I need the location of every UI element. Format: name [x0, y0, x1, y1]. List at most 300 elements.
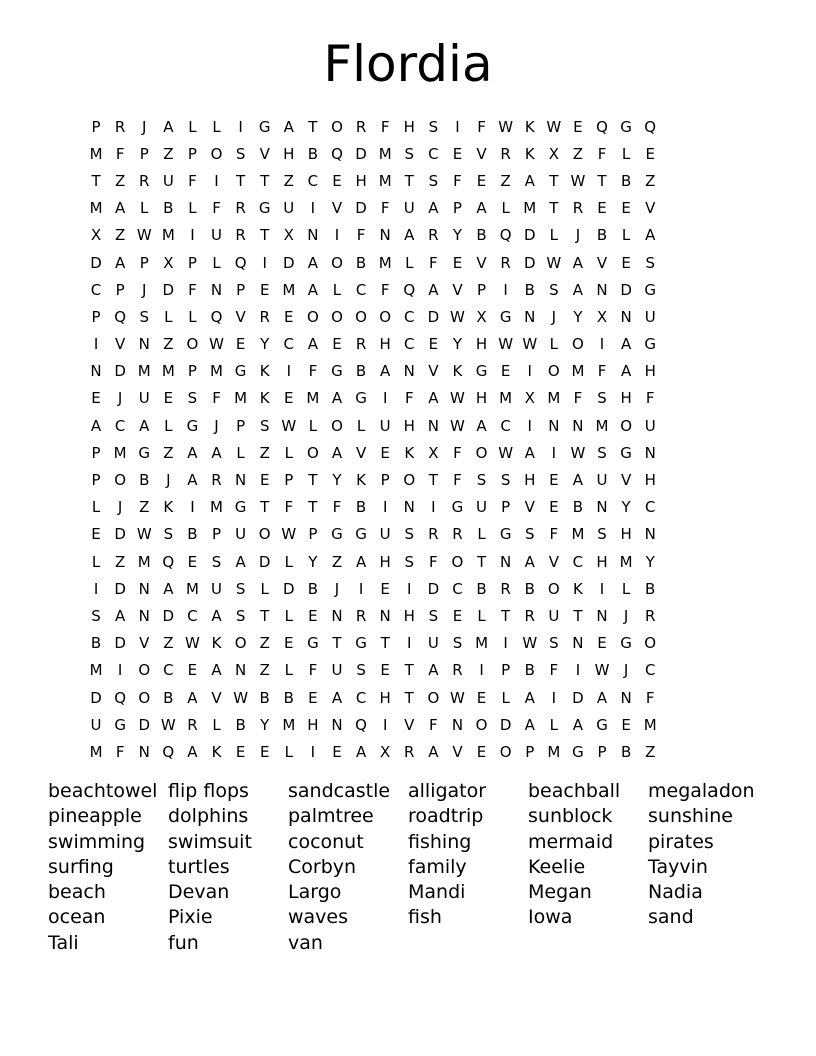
grid-letter[interactable]: O — [620, 416, 633, 435]
grid-letter[interactable]: A — [524, 552, 535, 571]
grid-letter[interactable]: G — [114, 715, 126, 734]
grid-letter[interactable]: V — [235, 307, 246, 326]
grid-letter[interactable]: W — [136, 226, 152, 245]
grid-letter[interactable]: C — [572, 552, 584, 571]
grid-letter[interactable]: O — [475, 443, 488, 462]
grid-letter[interactable]: S — [549, 280, 559, 299]
grid-letter[interactable]: X — [428, 443, 439, 462]
grid-letter[interactable]: G — [451, 498, 464, 517]
grid-letter[interactable]: I — [527, 416, 532, 435]
grid-letter[interactable]: D — [523, 253, 536, 272]
grid-letter[interactable]: M — [161, 226, 175, 245]
grid-letter[interactable]: A — [428, 199, 439, 218]
grid-letter[interactable]: V — [452, 280, 463, 299]
grid-letter[interactable]: K — [211, 634, 222, 653]
grid-letter[interactable]: Z — [283, 171, 294, 190]
grid-letter[interactable]: A — [355, 742, 367, 761]
grid-letter[interactable]: L — [284, 742, 293, 761]
grid-letter[interactable]: L — [212, 117, 221, 136]
grid-letter[interactable]: N — [596, 280, 608, 299]
grid-letter[interactable]: S — [524, 525, 535, 544]
grid-letter[interactable]: C — [114, 416, 126, 435]
grid-letter[interactable]: J — [575, 226, 581, 245]
grid-letter[interactable]: I — [599, 579, 605, 598]
grid-letter[interactable]: H — [596, 552, 608, 571]
grid-letter[interactable]: A — [380, 362, 391, 381]
grid-letter[interactable]: E — [573, 117, 583, 136]
grid-letter[interactable]: M — [547, 742, 561, 761]
grid-letter[interactable]: A — [90, 416, 102, 435]
grid-letter[interactable]: A — [572, 280, 584, 299]
grid-letter[interactable]: D — [355, 199, 367, 218]
grid-letter[interactable]: N — [234, 471, 247, 490]
grid-letter[interactable]: O — [331, 117, 343, 136]
grid-letter[interactable]: U — [90, 715, 102, 734]
grid-letter[interactable]: U — [403, 199, 415, 218]
grid-letter[interactable]: H — [307, 715, 319, 734]
grid-letter[interactable]: T — [260, 226, 270, 245]
grid-letter[interactable]: L — [501, 688, 510, 707]
grid-letter[interactable]: V — [524, 498, 535, 517]
grid-letter[interactable]: E — [259, 280, 270, 299]
grid-letter[interactable]: T — [501, 606, 511, 625]
grid-letter[interactable]: L — [91, 552, 101, 571]
grid-letter[interactable]: F — [284, 498, 294, 517]
grid-letter[interactable]: Z — [163, 335, 174, 354]
grid-letter[interactable]: F — [380, 199, 390, 218]
grid-letter[interactable]: S — [139, 307, 149, 326]
grid-letter[interactable]: B — [307, 579, 319, 598]
grid-letter[interactable]: T — [597, 171, 607, 190]
grid-letter[interactable]: M — [89, 742, 103, 761]
grid-letter[interactable]: O — [355, 307, 367, 326]
grid-letter[interactable]: T — [308, 471, 318, 490]
grid-letter[interactable]: F — [332, 498, 342, 517]
grid-letter[interactable]: T — [91, 171, 101, 190]
grid-letter[interactable]: Q — [499, 226, 512, 245]
grid-letter[interactable]: G — [355, 389, 367, 408]
grid-letter[interactable]: I — [310, 199, 316, 218]
grid-letter[interactable]: I — [214, 171, 219, 190]
grid-letter[interactable]: F — [573, 389, 583, 408]
grid-letter[interactable]: D — [499, 715, 512, 734]
grid-letter[interactable]: B — [307, 144, 319, 163]
grid-letter[interactable]: A — [115, 606, 126, 625]
grid-letter[interactable]: S — [597, 525, 607, 544]
grid-letter[interactable]: B — [235, 715, 246, 734]
grid-letter[interactable]: H — [379, 552, 391, 571]
grid-letter[interactable]: I — [599, 335, 605, 354]
grid-letter[interactable]: N — [572, 634, 584, 653]
grid-letter[interactable]: D — [283, 253, 295, 272]
grid-letter[interactable]: E — [259, 471, 270, 490]
grid-letter[interactable]: L — [188, 199, 197, 218]
grid-letter[interactable]: M — [234, 389, 248, 408]
grid-letter[interactable]: E — [284, 634, 294, 653]
grid-letter[interactable]: L — [284, 661, 293, 680]
grid-letter[interactable]: O — [499, 742, 512, 761]
grid-letter[interactable]: E — [476, 742, 487, 761]
grid-letter[interactable]: I — [262, 253, 267, 272]
grid-letter[interactable]: R — [355, 606, 367, 625]
grid-letter[interactable]: V — [115, 335, 126, 354]
grid-letter[interactable]: L — [91, 498, 101, 517]
grid-letter[interactable]: F — [429, 253, 438, 272]
grid-letter[interactable]: B — [572, 498, 584, 517]
grid-letter[interactable]: Z — [115, 171, 126, 190]
grid-letter[interactable]: H — [403, 117, 415, 136]
grid-letter[interactable]: A — [139, 416, 150, 435]
grid-letter[interactable]: M — [89, 661, 103, 680]
grid-letter[interactable]: P — [525, 742, 535, 761]
grid-letter[interactable]: P — [452, 199, 462, 218]
grid-letter[interactable]: A — [331, 688, 343, 707]
grid-letter[interactable]: U — [644, 416, 656, 435]
grid-letter[interactable]: V — [476, 253, 487, 272]
grid-letter[interactable]: A — [163, 579, 174, 598]
grid-letter[interactable]: V — [548, 552, 559, 571]
grid-letter[interactable]: D — [572, 688, 584, 707]
grid-letter[interactable]: Z — [331, 552, 343, 571]
grid-letter[interactable]: A — [572, 253, 584, 272]
grid-letter[interactable]: Z — [645, 742, 656, 761]
grid-letter[interactable]: G — [620, 634, 632, 653]
grid-letter[interactable]: M — [378, 144, 392, 163]
grid-letter[interactable]: U — [427, 634, 439, 653]
grid-letter[interactable]: A — [355, 552, 367, 571]
grid-letter[interactable]: A — [187, 688, 198, 707]
grid-letter[interactable]: I — [310, 742, 316, 761]
grid-letter[interactable]: O — [547, 579, 560, 598]
grid-letter[interactable]: I — [407, 634, 412, 653]
grid-letter[interactable]: E — [332, 742, 342, 761]
grid-letter[interactable]: W — [594, 661, 610, 680]
grid-letter[interactable]: M — [523, 199, 537, 218]
grid-letter[interactable]: J — [623, 606, 629, 625]
grid-letter[interactable]: Z — [115, 552, 126, 571]
grid-letter[interactable]: S — [404, 525, 415, 544]
grid-letter[interactable]: L — [477, 606, 486, 625]
grid-letter[interactable]: F — [380, 280, 390, 299]
grid-letter[interactable]: R — [235, 226, 246, 245]
grid-letter[interactable]: J — [166, 471, 171, 490]
grid-letter[interactable]: K — [259, 362, 270, 381]
grid-letter[interactable]: L — [284, 606, 293, 625]
grid-letter[interactable]: E — [597, 634, 607, 653]
grid-letter[interactable]: G — [186, 416, 199, 435]
grid-letter[interactable]: M — [306, 389, 320, 408]
grid-letter[interactable]: E — [476, 171, 487, 190]
grid-letter[interactable]: I — [551, 688, 557, 707]
grid-letter[interactable]: E — [452, 144, 463, 163]
grid-letter[interactable]: I — [551, 443, 557, 462]
grid-letter[interactable]: C — [452, 579, 463, 598]
grid-letter[interactable]: A — [187, 471, 198, 490]
grid-letter[interactable]: D — [114, 525, 126, 544]
grid-letter[interactable]: W — [450, 307, 465, 326]
grid-letter[interactable]: T — [549, 199, 559, 218]
grid-letter[interactable]: A — [115, 199, 126, 218]
grid-letter[interactable]: T — [260, 171, 270, 190]
grid-letter[interactable]: R — [355, 335, 367, 354]
grid-letter[interactable]: G — [644, 280, 657, 299]
grid-letter[interactable]: R — [211, 471, 222, 490]
grid-letter[interactable]: L — [621, 579, 631, 598]
grid-letter[interactable]: F — [356, 226, 366, 245]
grid-letter[interactable]: B — [524, 579, 535, 598]
grid-letter[interactable]: K — [356, 471, 366, 490]
grid-letter[interactable]: O — [403, 471, 416, 490]
grid-letter[interactable]: J — [117, 498, 123, 517]
grid-letter[interactable]: V — [331, 199, 343, 218]
grid-letter[interactable]: L — [140, 199, 149, 218]
grid-letter[interactable]: G — [596, 715, 608, 734]
grid-letter[interactable]: Q — [234, 253, 247, 272]
grid-letter[interactable]: M — [89, 199, 103, 218]
grid-letter[interactable]: A — [428, 661, 439, 680]
grid-letter[interactable]: T — [428, 471, 438, 490]
grid-letter[interactable]: E — [332, 171, 342, 190]
grid-letter[interactable]: O — [547, 362, 560, 381]
grid-letter[interactable]: E — [187, 552, 198, 571]
grid-letter[interactable]: U — [379, 416, 391, 435]
grid-letter[interactable]: N — [620, 688, 632, 707]
grid-letter[interactable]: B — [187, 525, 198, 544]
grid-letter[interactable]: C — [307, 171, 319, 190]
grid-letter[interactable]: F — [212, 389, 221, 408]
grid-letter[interactable]: S — [187, 389, 198, 408]
grid-letter[interactable]: F — [429, 715, 438, 734]
grid-letter[interactable]: R — [259, 307, 270, 326]
grid-letter[interactable]: O — [331, 416, 343, 435]
grid-letter[interactable]: P — [91, 471, 101, 490]
grid-letter[interactable]: L — [332, 280, 342, 299]
grid-letter[interactable]: W — [570, 171, 586, 190]
grid-letter[interactable]: V — [139, 634, 150, 653]
grid-letter[interactable]: U — [283, 199, 295, 218]
grid-letter[interactable]: O — [427, 688, 440, 707]
grid-letter[interactable]: C — [355, 688, 367, 707]
grid-letter[interactable]: U — [331, 661, 343, 680]
grid-letter[interactable]: Z — [572, 144, 584, 163]
grid-letter[interactable]: C — [500, 416, 511, 435]
grid-letter[interactable]: M — [161, 362, 175, 381]
grid-letter[interactable]: F — [597, 362, 607, 381]
grid-letter[interactable]: R — [500, 253, 511, 272]
grid-letter[interactable]: M — [185, 579, 199, 598]
grid-letter[interactable]: M — [378, 253, 392, 272]
grid-letter[interactable]: R — [524, 606, 535, 625]
grid-letter[interactable]: O — [210, 144, 223, 163]
grid-letter[interactable]: E — [235, 742, 246, 761]
grid-letter[interactable]: R — [500, 579, 511, 598]
grid-letter[interactable]: F — [477, 117, 486, 136]
grid-letter[interactable]: H — [644, 471, 656, 490]
grid-letter[interactable]: W — [281, 525, 297, 544]
grid-letter[interactable]: N — [524, 307, 536, 326]
grid-letter[interactable]: H — [355, 171, 367, 190]
grid-letter[interactable]: M — [643, 715, 657, 734]
grid-letter[interactable]: S — [597, 443, 607, 462]
grid-letter[interactable]: F — [453, 443, 462, 462]
grid-letter[interactable]: C — [404, 335, 415, 354]
grid-letter[interactable]: N — [331, 715, 343, 734]
grid-letter[interactable]: C — [163, 661, 174, 680]
grid-letter[interactable]: Y — [452, 335, 463, 354]
grid-letter[interactable]: K — [163, 498, 174, 517]
grid-letter[interactable]: G — [499, 307, 512, 326]
grid-letter[interactable]: O — [379, 307, 392, 326]
grid-letter[interactable]: D — [427, 307, 440, 326]
grid-letter[interactable]: T — [404, 661, 414, 680]
grid-letter[interactable]: I — [503, 280, 508, 299]
grid-letter[interactable]: I — [455, 117, 460, 136]
grid-letter[interactable]: F — [404, 389, 414, 408]
grid-letter[interactable]: T — [549, 171, 559, 190]
grid-letter[interactable]: S — [428, 171, 439, 190]
grid-letter[interactable]: S — [163, 525, 174, 544]
grid-letter[interactable]: I — [382, 389, 388, 408]
grid-letter[interactable]: G — [234, 498, 247, 517]
grid-letter[interactable]: E — [380, 579, 390, 598]
grid-letter[interactable]: Z — [163, 634, 174, 653]
grid-letter[interactable]: T — [236, 171, 246, 190]
grid-letter[interactable]: W — [498, 443, 514, 462]
grid-letter[interactable]: C — [644, 661, 656, 680]
grid-letter[interactable]: P — [91, 307, 101, 326]
grid-letter[interactable]: L — [164, 416, 173, 435]
grid-letter[interactable]: Z — [500, 171, 511, 190]
grid-letter[interactable]: V — [645, 199, 656, 218]
grid-letter[interactable]: E — [235, 335, 246, 354]
grid-letter[interactable]: N — [90, 362, 102, 381]
grid-letter[interactable]: D — [90, 688, 102, 707]
grid-letter[interactable]: P — [380, 471, 390, 490]
grid-letter[interactable]: A — [211, 606, 222, 625]
grid-letter[interactable]: X — [283, 226, 294, 245]
grid-letter[interactable]: H — [403, 416, 415, 435]
grid-letter[interactable]: B — [645, 579, 656, 598]
grid-letter[interactable]: G — [258, 199, 271, 218]
grid-letter[interactable]: O — [331, 253, 343, 272]
grid-letter[interactable]: C — [644, 498, 656, 517]
grid-letter[interactable]: E — [187, 661, 198, 680]
grid-letter[interactable]: P — [236, 416, 246, 435]
grid-letter[interactable]: E — [259, 742, 270, 761]
grid-letter[interactable]: L — [284, 552, 293, 571]
grid-letter[interactable]: C — [187, 606, 198, 625]
grid-letter[interactable]: A — [163, 117, 174, 136]
grid-letter[interactable]: X — [380, 742, 391, 761]
grid-letter[interactable]: E — [645, 144, 655, 163]
grid-letter[interactable]: V — [452, 742, 463, 761]
grid-letter[interactable]: R — [452, 661, 463, 680]
grid-letter[interactable]: W — [522, 634, 538, 653]
grid-letter[interactable]: Z — [139, 498, 150, 517]
grid-letter[interactable]: B — [163, 688, 174, 707]
grid-letter[interactable]: E — [163, 389, 174, 408]
grid-letter[interactable]: V — [211, 688, 222, 707]
grid-letter[interactable]: N — [307, 226, 319, 245]
grid-letter[interactable]: N — [138, 742, 150, 761]
grid-letter[interactable]: G — [620, 117, 632, 136]
grid-letter[interactable]: M — [571, 525, 585, 544]
grid-letter[interactable]: E — [91, 525, 101, 544]
grid-letter[interactable]: O — [138, 661, 151, 680]
grid-letter[interactable]: K — [259, 389, 270, 408]
grid-letter[interactable]: I — [190, 226, 195, 245]
grid-letter[interactable]: O — [186, 335, 199, 354]
grid-letter[interactable]: B — [139, 471, 150, 490]
grid-letter[interactable]: O — [572, 335, 584, 354]
grid-letter[interactable]: S — [428, 606, 439, 625]
grid-letter[interactable]: I — [238, 117, 243, 136]
grid-letter[interactable]: T — [308, 498, 318, 517]
grid-letter[interactable]: O — [451, 552, 464, 571]
grid-letter[interactable]: F — [453, 471, 462, 490]
grid-letter[interactable]: L — [549, 715, 558, 734]
grid-letter[interactable]: Q — [403, 280, 416, 299]
grid-letter[interactable]: P — [187, 144, 197, 163]
grid-letter[interactable]: M — [210, 498, 223, 517]
grid-letter[interactable]: N — [138, 579, 150, 598]
grid-letter[interactable]: U — [379, 525, 391, 544]
grid-letter[interactable]: G — [620, 443, 632, 462]
grid-letter[interactable]: U — [644, 307, 656, 326]
grid-letter[interactable]: P — [211, 525, 222, 544]
grid-letter[interactable]: Z — [163, 443, 174, 462]
grid-letter[interactable]: H — [379, 335, 391, 354]
grid-letter[interactable]: S — [235, 579, 246, 598]
grid-letter[interactable]: N — [644, 525, 656, 544]
grid-letter[interactable]: H — [620, 389, 632, 408]
grid-letter[interactable]: R — [187, 715, 198, 734]
grid-letter[interactable]: G — [307, 634, 319, 653]
grid-letter[interactable]: N — [379, 226, 391, 245]
grid-letter[interactable]: X — [163, 253, 174, 272]
grid-letter[interactable]: J — [142, 117, 147, 136]
grid-letter[interactable]: M — [547, 389, 561, 408]
grid-letter[interactable]: N — [596, 498, 608, 517]
grid-letter[interactable]: L — [188, 117, 197, 136]
grid-letter[interactable]: Y — [645, 552, 655, 571]
grid-letter[interactable]: S — [549, 634, 559, 653]
grid-letter[interactable]: F — [212, 199, 221, 218]
grid-letter[interactable]: U — [548, 606, 560, 625]
grid-letter[interactable]: L — [188, 307, 197, 326]
grid-letter[interactable]: G — [138, 443, 151, 462]
grid-letter[interactable]: O — [258, 525, 271, 544]
grid-letter[interactable]: B — [259, 688, 270, 707]
grid-letter[interactable]: W — [281, 416, 297, 435]
grid-letter[interactable]: U — [162, 171, 174, 190]
grid-letter[interactable]: V — [259, 144, 270, 163]
grid-letter[interactable]: T — [260, 606, 270, 625]
grid-letter[interactable]: W — [450, 416, 465, 435]
grid-letter[interactable]: Q — [210, 307, 223, 326]
grid-letter[interactable]: I — [286, 362, 292, 381]
grid-letter[interactable]: I — [503, 634, 508, 653]
grid-letter[interactable]: R — [572, 199, 584, 218]
grid-letter[interactable]: X — [596, 307, 608, 326]
grid-letter[interactable]: R — [452, 525, 463, 544]
grid-letter[interactable]: M — [282, 280, 296, 299]
grid-letter[interactable]: K — [211, 742, 222, 761]
grid-letter[interactable]: N — [234, 661, 247, 680]
grid-letter[interactable]: A — [524, 443, 535, 462]
grid-letter[interactable]: R — [404, 742, 415, 761]
grid-letter[interactable]: Y — [332, 471, 342, 490]
